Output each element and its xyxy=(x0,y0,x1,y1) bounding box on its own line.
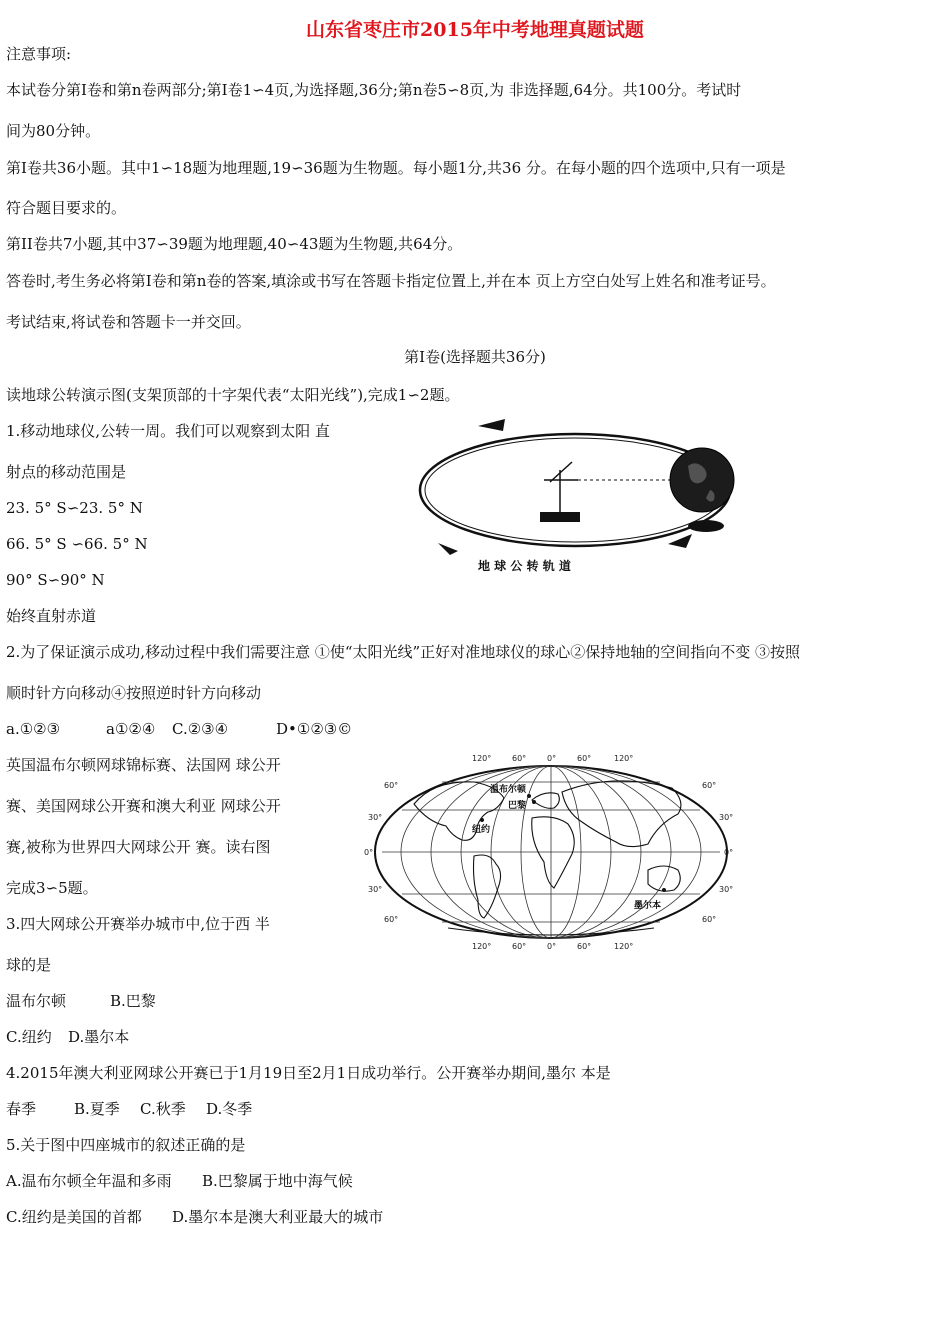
options-line xyxy=(6,991,156,1011)
paris-marker xyxy=(532,800,536,804)
lon-tick: 60° xyxy=(577,754,592,763)
option-b: B.夏季 xyxy=(74,1100,120,1118)
question-stem: 顺时针方向移动④按照逆时针方向移动 xyxy=(6,684,262,702)
option-d: D.墨尔本 xyxy=(68,1028,130,1046)
lon-tick: 0° xyxy=(547,942,557,951)
orbit-figure xyxy=(410,410,750,580)
world-map xyxy=(362,752,740,952)
lat-tick: 30° xyxy=(719,813,734,822)
globe-stand xyxy=(688,520,724,532)
option-d: 始终直射赤道 xyxy=(6,607,97,625)
city-label-wimbledon: 温布尔顿 xyxy=(490,785,527,795)
question-stem: 5.关于图中四座城市的叙述正确的是 xyxy=(6,1136,246,1154)
lon-tick: 60° xyxy=(512,942,527,951)
lat-tick: 30° xyxy=(719,885,734,894)
city-label-paris: 巴黎 xyxy=(508,801,527,811)
option-a: 温布尔顿 xyxy=(6,992,67,1010)
question-stem: 球的是 xyxy=(6,956,52,974)
notes-line: 第I卷共36小题。其中1∽18题为地理题,19∽36题为生物题。每小题1分,共36 分。在每小题的四个选项中,只有一项是 xyxy=(6,159,786,177)
notes-line: 答卷时,考生务必将第I卷和第n卷的答案,填涂或书写在答题卡指定位置上,并在本 页上方空白处写上姓名和准考证号。 xyxy=(6,272,776,290)
intro-text: 赛,被称为世界四大网球公开 赛。读右图 xyxy=(6,838,271,856)
lat-tick: 60° xyxy=(384,915,399,924)
option-b: 66. 5° S ∽66. 5° N xyxy=(6,535,148,553)
notes-line: 考试结束,将试卷和答题卡一并交回。 xyxy=(6,313,251,331)
orbit-label: 地 球 公 转 轨 道 xyxy=(478,559,571,573)
option-d: D.冬季 xyxy=(206,1100,253,1118)
question-stem: 3.四大网球公开赛举办城市中,位于西 半 xyxy=(6,915,270,933)
lon-tick: 60° xyxy=(577,942,592,951)
lat-tick: 30° xyxy=(368,813,383,822)
melbourne-marker xyxy=(662,888,666,892)
options-line xyxy=(6,1027,129,1047)
option-a: A.温布尔顿全年温和多雨 xyxy=(6,1172,172,1190)
city-label-new-york: 纽约 xyxy=(472,825,491,835)
options-line xyxy=(6,1207,383,1227)
notes-line: 间为80分钟。 xyxy=(6,122,101,140)
arrow-top xyxy=(478,419,505,431)
question-stem: 2.为了保证演示成功,移动过程中我们需要注意 ①使“太阳光线”正好对准地球仪的球心②保持地轴的空间指向不变 ③按照 xyxy=(6,643,800,661)
intro-text: 赛、美国网球公开赛和澳大利亚 网球公开 xyxy=(6,797,281,815)
option-b: B.巴黎属于地中海气候 xyxy=(202,1172,353,1190)
lat-tick: 0° xyxy=(364,848,374,857)
lat-tick: 60° xyxy=(702,781,717,790)
option-d: D•①②③© xyxy=(276,720,353,738)
page-title: 山东省枣庄市2015年中考地理真题试题 xyxy=(306,19,644,41)
new-york-marker xyxy=(480,818,484,822)
option-c: 90° S∽90° N xyxy=(6,571,105,589)
wimbledon-marker xyxy=(527,794,531,798)
intro-text: 读地球公转演示图(支架顶部的十字架代表“太阳光线”),完成1∽2题。 xyxy=(6,386,460,404)
lat-tick: 30° xyxy=(368,885,383,894)
option-d: D.墨尔本是澳大利亚最大的城市 xyxy=(172,1208,384,1226)
notes-line: 第II卷共7小题,其中37∽39题为地理题,40∽43题为生物题,共64分。 xyxy=(6,235,463,253)
support-base xyxy=(540,512,580,522)
notes-line: 符合题目要求的。 xyxy=(6,199,127,217)
lon-tick: 120° xyxy=(472,942,492,951)
notes-heading: 注意事项: xyxy=(6,45,72,63)
options-line xyxy=(6,1099,252,1119)
option-c: C.秋季 xyxy=(140,1100,186,1118)
section-title: 第I卷(选择题共36分) xyxy=(404,348,546,366)
question-stem: 1.移动地球仪,公转一周。我们可以观察到太阳 直 xyxy=(6,422,330,440)
lon-tick: 60° xyxy=(512,754,527,763)
lat-tick: 0° xyxy=(724,848,734,857)
options-line xyxy=(6,1171,353,1191)
option-a: 春季 xyxy=(6,1100,37,1118)
intro-text: 完成3∽5题。 xyxy=(6,879,98,897)
question-stem: 4.2015年澳大利亚网球公开赛已于1月19日至2月1日成功举行。公开赛举办期间,墨尔 本是 xyxy=(6,1064,611,1082)
notes-line: 本试卷分第I卷和第n卷两部分;第I卷1∽4页,为选择题,36分;第n卷5∽8页,为 非选择题,64分。共100分。考试时 xyxy=(6,81,742,99)
sun-ray-cross xyxy=(550,462,572,482)
question-stem: 射点的移动范围是 xyxy=(6,463,127,481)
lon-tick: 0° xyxy=(547,754,557,763)
options-line xyxy=(6,719,352,739)
arrow-bottom-left xyxy=(438,543,458,555)
arrow-bottom-right xyxy=(668,534,692,548)
option-a: a.①②③ xyxy=(6,720,61,738)
lon-tick: 120° xyxy=(614,942,634,951)
option-c: C.纽约是美国的首都 xyxy=(6,1208,142,1226)
option-b: B.巴黎 xyxy=(110,992,156,1010)
option-c: C.②③④ xyxy=(172,720,229,738)
lon-tick: 120° xyxy=(472,754,492,763)
lat-tick: 60° xyxy=(384,781,399,790)
option-a: 23. 5° S∽23. 5° N xyxy=(6,499,143,517)
option-b: a①②④ xyxy=(106,720,156,738)
city-label-melbourne: 墨尔本 xyxy=(634,901,662,911)
option-c: C.纽约 xyxy=(6,1028,52,1046)
intro-text: 英国温布尔顿网球锦标赛、法国网 球公开 xyxy=(6,756,281,774)
lon-tick: 120° xyxy=(614,754,634,763)
lat-tick: 60° xyxy=(702,915,717,924)
